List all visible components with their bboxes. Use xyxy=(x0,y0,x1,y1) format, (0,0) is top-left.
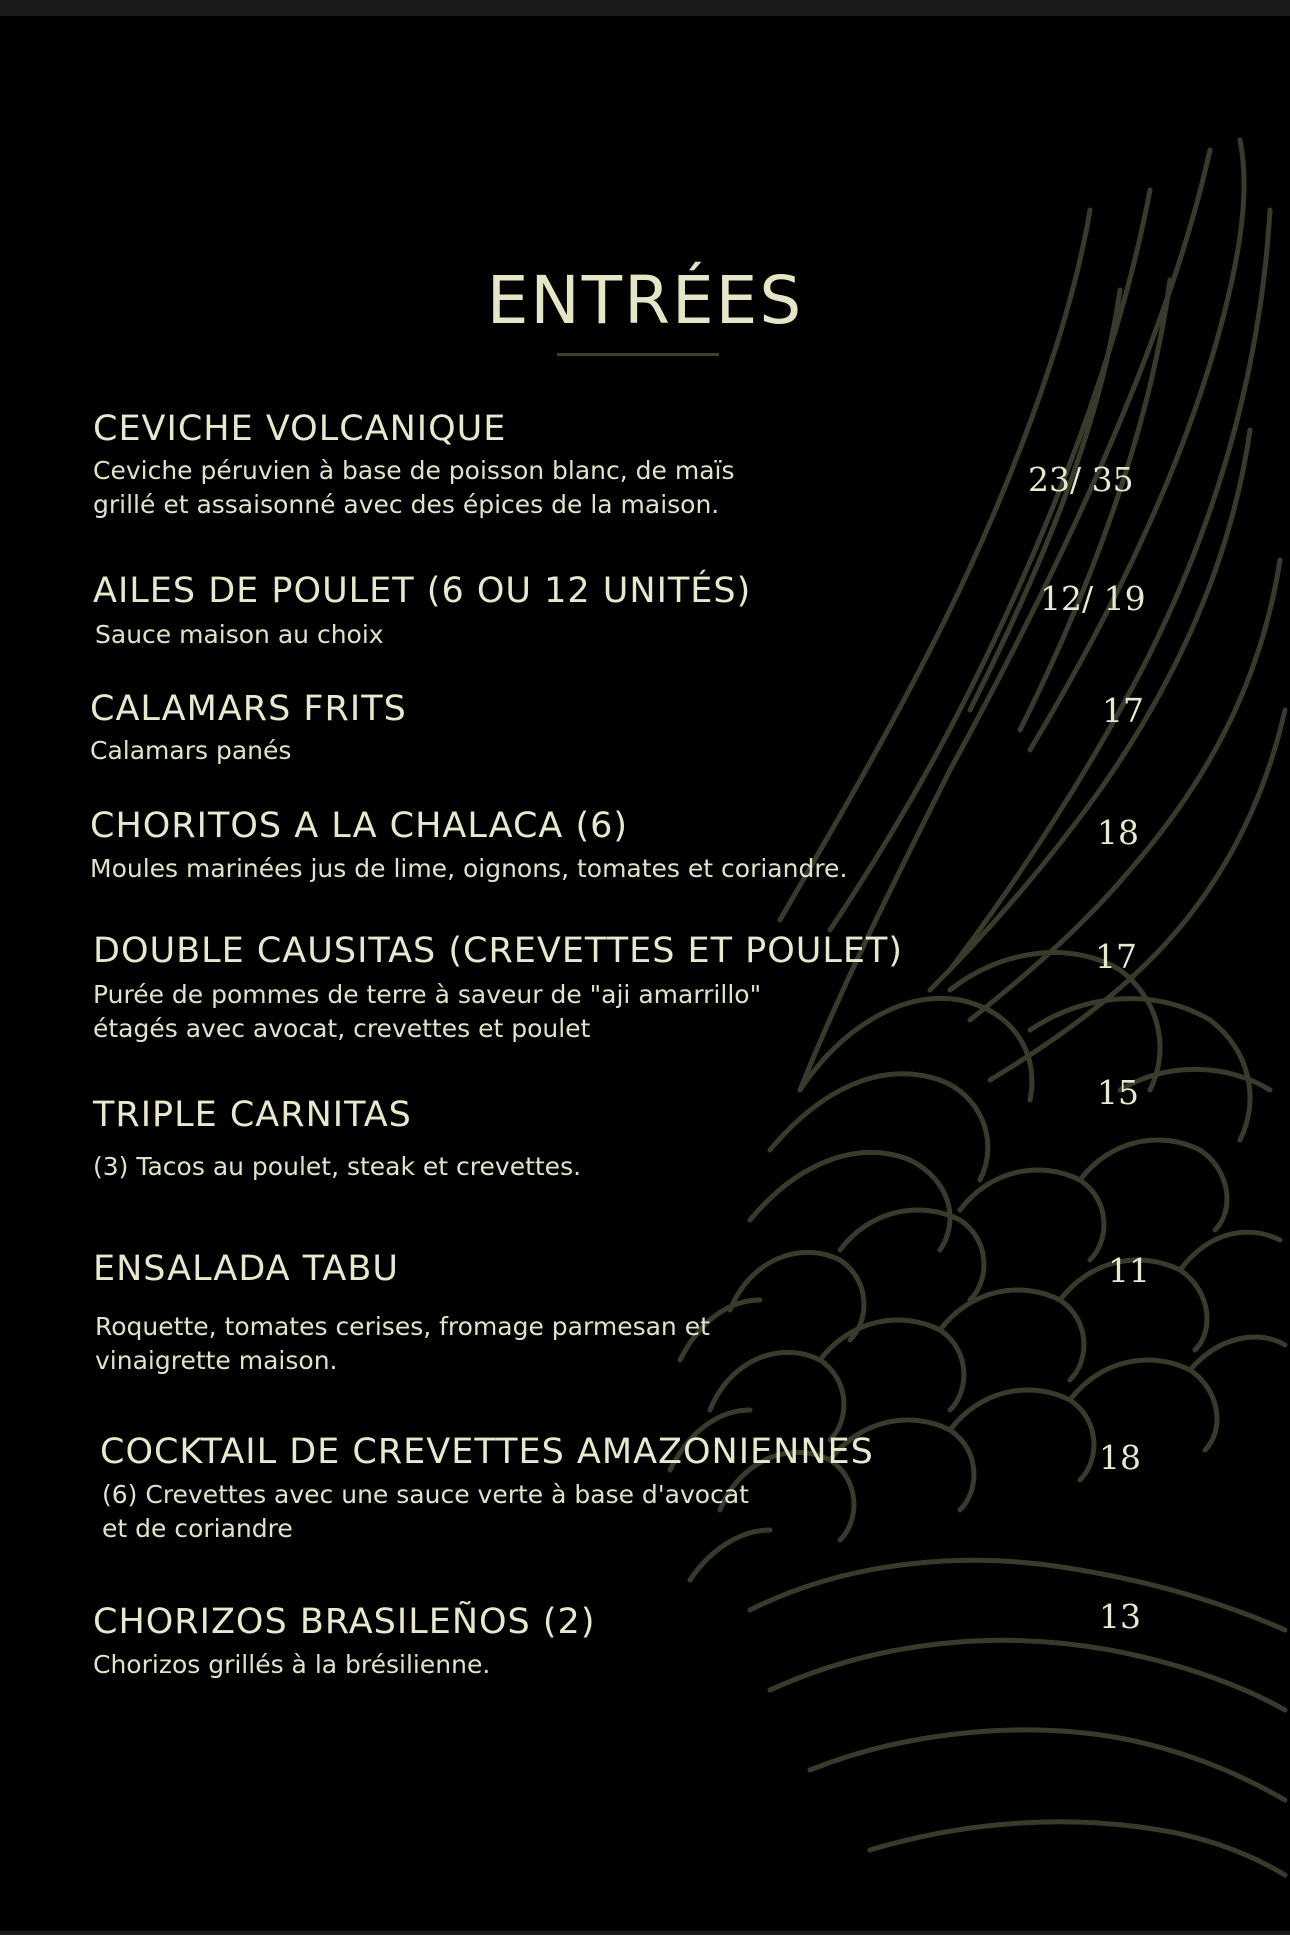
menu-item-name-choritos: CHORITOS A LA CHALACA (6) xyxy=(90,806,629,846)
menu-item-price-carnitas: 15 xyxy=(1097,1073,1139,1112)
menu-item-price-ceviche: 23/ 35 xyxy=(1028,460,1134,499)
menu-item-desc-choritos: Moules marinées jus de lime, oignons, tomates et coriandre. xyxy=(90,854,848,883)
menu-item-desc-carnitas: (3) Tacos au poulet, steak et crevettes. xyxy=(93,1152,582,1181)
bottom-edge-bar xyxy=(0,1931,1290,1935)
menu-item-name-calamars: CALAMARS FRITS xyxy=(90,689,407,729)
menu-item-price-cocktail: 18 xyxy=(1099,1438,1141,1477)
menu-item-name-carnitas: TRIPLE CARNITAS xyxy=(93,1095,412,1135)
section-title: ENTRÉES xyxy=(486,262,804,339)
menu-item-name-chorizos: CHORIZOS BRASILEÑOS (2) xyxy=(93,1602,596,1642)
menu-item-name-cocktail: COCKTAIL DE CREVETTES AMAZONIENNES xyxy=(100,1432,874,1472)
menu-item-price-calamars: 17 xyxy=(1102,691,1144,730)
menu-item-desc-causitas: Purée de pommes de terre à saveur de "aji amarrillo" étagés avec avocat, crevettes et poulet xyxy=(93,980,762,1043)
menu-item-name-ensalada: ENSALADA TABU xyxy=(93,1249,399,1289)
menu-item-desc-ensalada: Roquette, tomates cerises, fromage parmesan et vinaigrette maison. xyxy=(95,1312,710,1375)
top-status-bar xyxy=(0,0,1290,16)
menu-item-desc-cocktail: (6) Crevettes avec une sauce verte à base d'avocat et de coriandre xyxy=(102,1480,749,1543)
menu-item-price-ensalada: 11 xyxy=(1108,1251,1150,1290)
menu-item-price-ailes: 12/ 19 xyxy=(1040,579,1146,618)
menu-item-name-ceviche: CEVICHE VOLCANIQUE xyxy=(93,409,507,449)
menu-item-price-choritos: 18 xyxy=(1097,813,1139,852)
title-underline xyxy=(557,353,719,356)
menu-item-name-ailes: AILES DE POULET (6 OU 12 UNITÉS) xyxy=(93,571,752,611)
menu-item-price-chorizos: 13 xyxy=(1099,1597,1141,1636)
menu-item-name-causitas: DOUBLE CAUSITAS (CREVETTES ET POULET) xyxy=(93,931,904,971)
menu-item-desc-calamars: Calamars panés xyxy=(90,736,292,765)
menu-item-desc-ailes: Sauce maison au choix xyxy=(95,620,384,649)
menu-item-desc-chorizos: Chorizos grillés à la brésilienne. xyxy=(93,1650,491,1679)
menu-item-price-causitas: 17 xyxy=(1095,937,1137,976)
menu-item-desc-ceviche: Ceviche péruvien à base de poisson blanc, de maïs grillé et assaisonné avec des épices de la maison. xyxy=(93,456,735,519)
